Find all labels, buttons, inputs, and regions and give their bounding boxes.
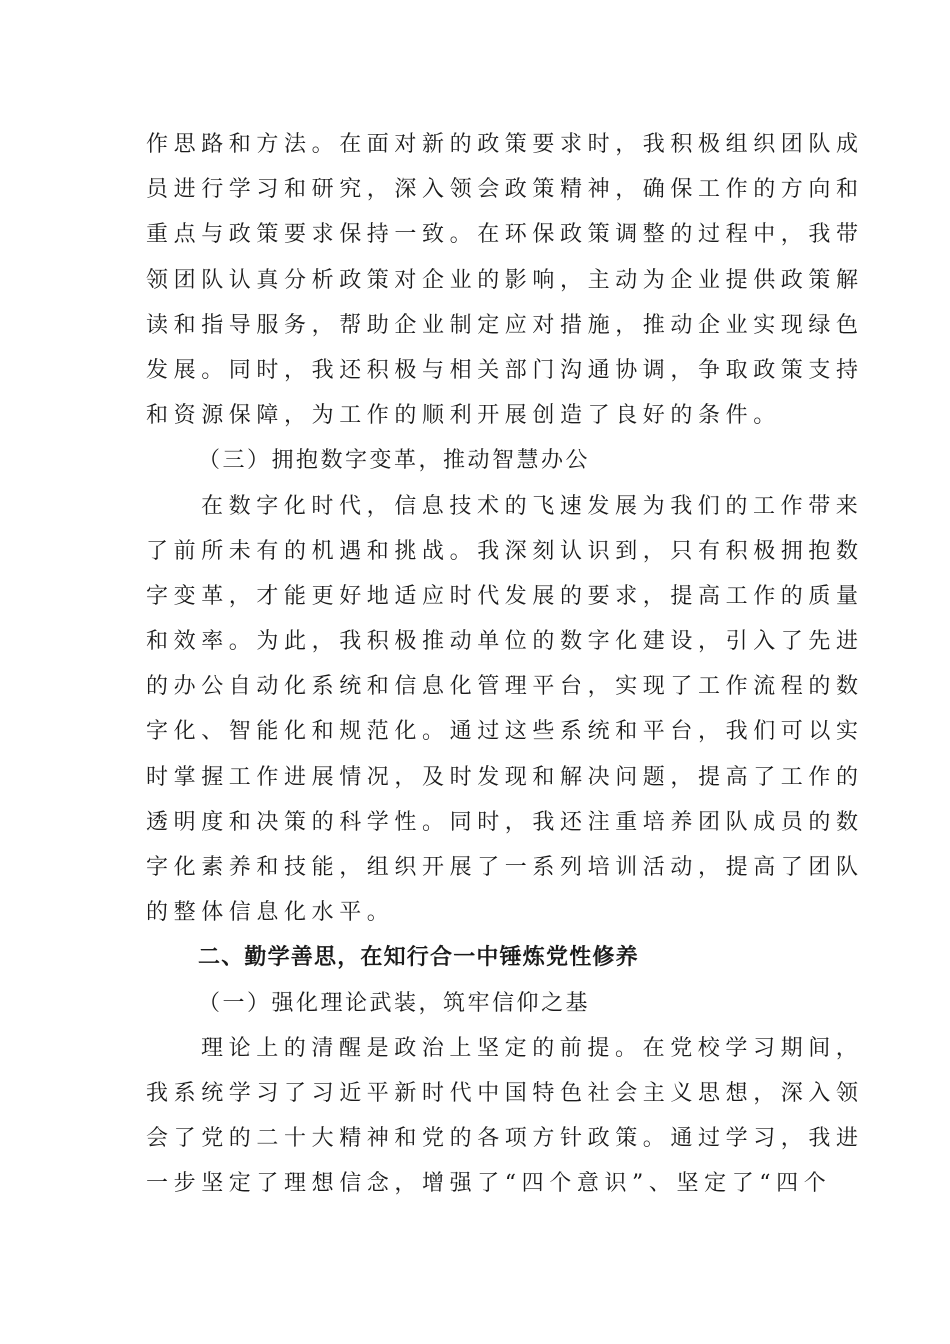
- paragraph-digital-transformation: [146, 484, 864, 936]
- section-heading-two: 二、勤学善思，在知行合一中锤炼党性修养: [198, 945, 639, 971]
- text-line: 时掌握工作进展情况，及时发现和解决问题，提高了工作的: [146, 764, 864, 790]
- text-line: 透明度和决策的科学性。同时，我还注重培养团队成员的数: [146, 809, 864, 835]
- text-line: 重点与政策要求保持一致。在环保政策调整的过程中，我带: [146, 222, 864, 248]
- paragraph-policy-continuation: [146, 122, 864, 438]
- text-line: 和资源保障，为工作的顺利开展创造了良好的条件。: [146, 403, 781, 429]
- text-line: 读和指导服务，帮助企业制定应对措施，推动企业实现绿色: [146, 312, 864, 338]
- text-line: 和效率。为此，我积极推动单位的数字化建设，引入了先进: [146, 629, 864, 655]
- text-line: 的整体信息化水平。: [146, 900, 395, 926]
- text-line: 字化素养和技能，组织开展了一系列培训活动，提高了团队: [146, 855, 864, 880]
- text-line: 员进行学习和研究，深入领会政策精神，确保工作的方向和: [146, 177, 864, 203]
- text-line: 了前所未有的机遇和挑战。我深刻认识到，只有积极拥抱数: [146, 538, 864, 564]
- text-line: 的办公自动化系统和信息化管理平台，实现了工作流程的数: [146, 674, 864, 700]
- text-line: 发展。同时，我还积极与相关部门沟通协调，争取政策支持: [146, 357, 864, 383]
- text-line: 字化、智能化和规范化。通过这些系统和平台，我们可以实: [146, 719, 864, 745]
- text-line: 领团队认真分析政策对企业的影响，主动为企业提供政策解: [146, 267, 864, 293]
- document-page: [146, 122, 864, 1207]
- text-line: 一步坚定了理想信念，增强了“四个意识”、坚定了“四个: [146, 1171, 832, 1197]
- text-line: 我系统学习了习近平新时代中国特色社会主义思想，深入领: [146, 1080, 864, 1106]
- text-line: 作思路和方法。在面对新的政策要求时，我积极组织团队成: [146, 132, 864, 157]
- paragraph-theory: [146, 1026, 864, 1207]
- text-line: 在数字化时代，信息技术的飞速发展为我们的工作带来: [201, 493, 864, 519]
- text-line: 会了党的二十大精神和党的各项方针政策。通过学习，我进: [146, 1126, 864, 1152]
- subheading-digital-transformation: （三）拥抱数字变革，推动智慧办公: [198, 448, 591, 474]
- subheading-theory: （一）强化理论武装，筑牢信仰之基: [198, 990, 591, 1016]
- text-line: 理论上的清醒是政治上坚定的前提。在党校学习期间，: [201, 1035, 864, 1061]
- text-line: 字变革，才能更好地适应时代发展的要求，提高工作的质量: [146, 583, 864, 609]
